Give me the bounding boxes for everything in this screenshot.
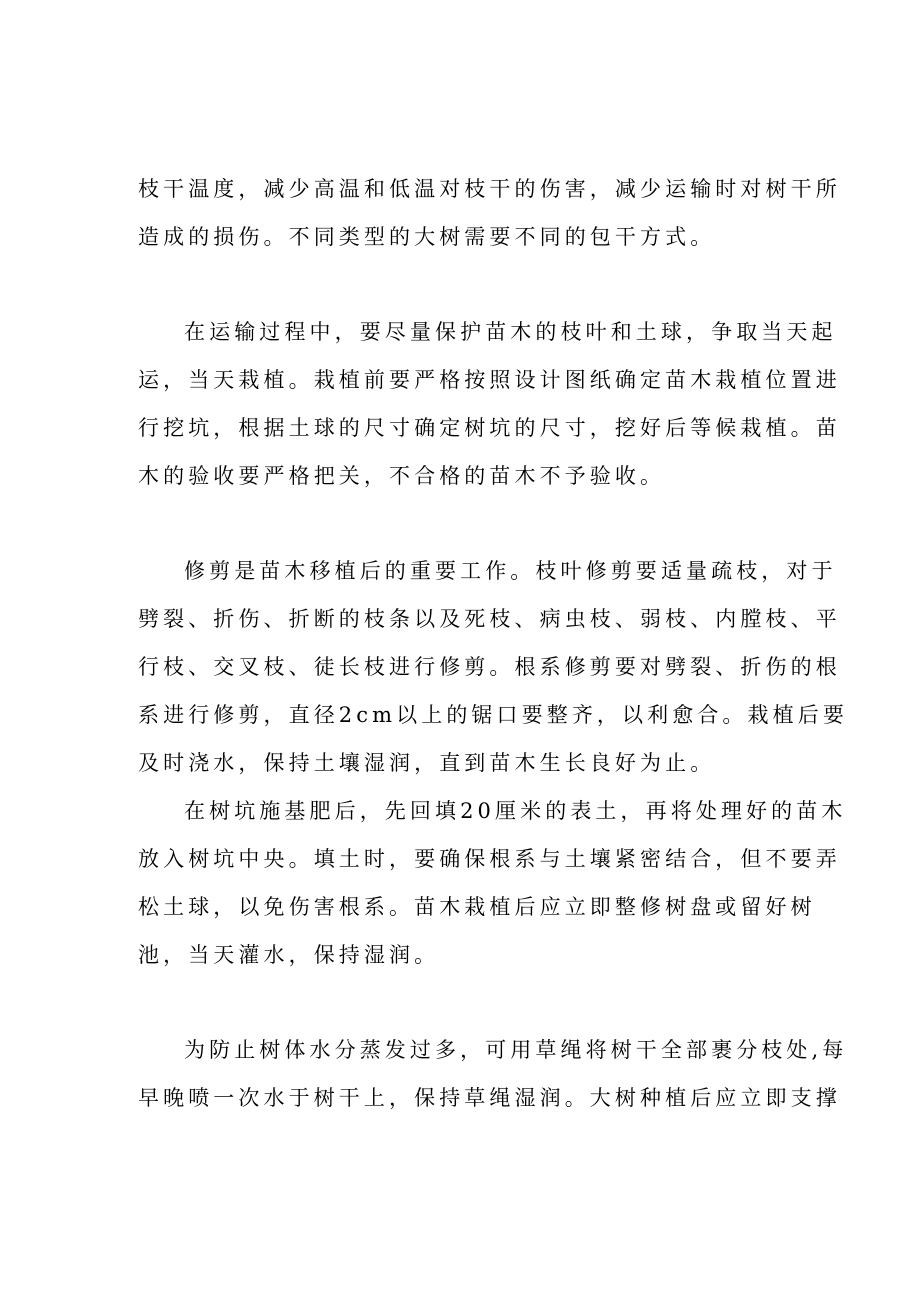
text-line: 及时浇水，保持土壤湿润，直到苗木生长良好为止。 xyxy=(138,751,716,775)
text-line: 放入树坑中央。填土时，要确保根系与土壤紧密结合，但不要弄 xyxy=(138,847,841,871)
text-line: 系进行修剪，直径2cm以上的锯口要整齐，以利愈合。栽植后要 xyxy=(138,703,848,727)
text-line: 造成的损伤。不同类型的大树需要不同的包干方式。 xyxy=(138,225,716,249)
text-line: 枝干温度，减少高温和低温对枝干的伤害，减少运输时对树干所 xyxy=(138,177,841,201)
text-line: 运，当天栽植。栽植前要严格按照设计图纸确定苗木栽植位置进 xyxy=(138,368,841,392)
text-line: 木的验收要严格把关，不合格的苗木不予验收。 xyxy=(138,464,666,488)
text-line: 池，当天灌水，保持湿润。 xyxy=(138,943,440,967)
text-line: 修剪是苗木移植后的重要工作。枝叶修剪要适量疏枝，对于 xyxy=(184,559,837,583)
text-line: 在运输过程中，要尽量保护苗木的枝叶和土球，争取当天起 xyxy=(184,320,837,344)
text-line: 行挖坑，根据土球的尺寸确定树坑的尺寸，挖好后等候栽植。苗 xyxy=(138,416,841,440)
text-line: 在树坑施基肥后，先回填20厘米的表土，再将处理好的苗木 xyxy=(184,799,847,823)
text-line: 行枝、交叉枝、徒长枝进行修剪。根系修剪要对劈裂、折伤的根 xyxy=(138,655,841,679)
text-line: 松土球，以免伤害根系。苗木栽植后应立即整修树盘或留好树 xyxy=(138,895,816,919)
text-line: 为防止树体水分蒸发过多，可用草绳将树干全部裹分枝处,每 xyxy=(184,1038,848,1062)
text-line: 早晚喷一次水于树干上，保持草绳湿润。大树种植后应立即支撑 xyxy=(138,1086,841,1110)
text-line: 劈裂、折伤、折断的枝条以及死枝、病虫枝、弱枝、内膛枝、平 xyxy=(138,607,841,631)
